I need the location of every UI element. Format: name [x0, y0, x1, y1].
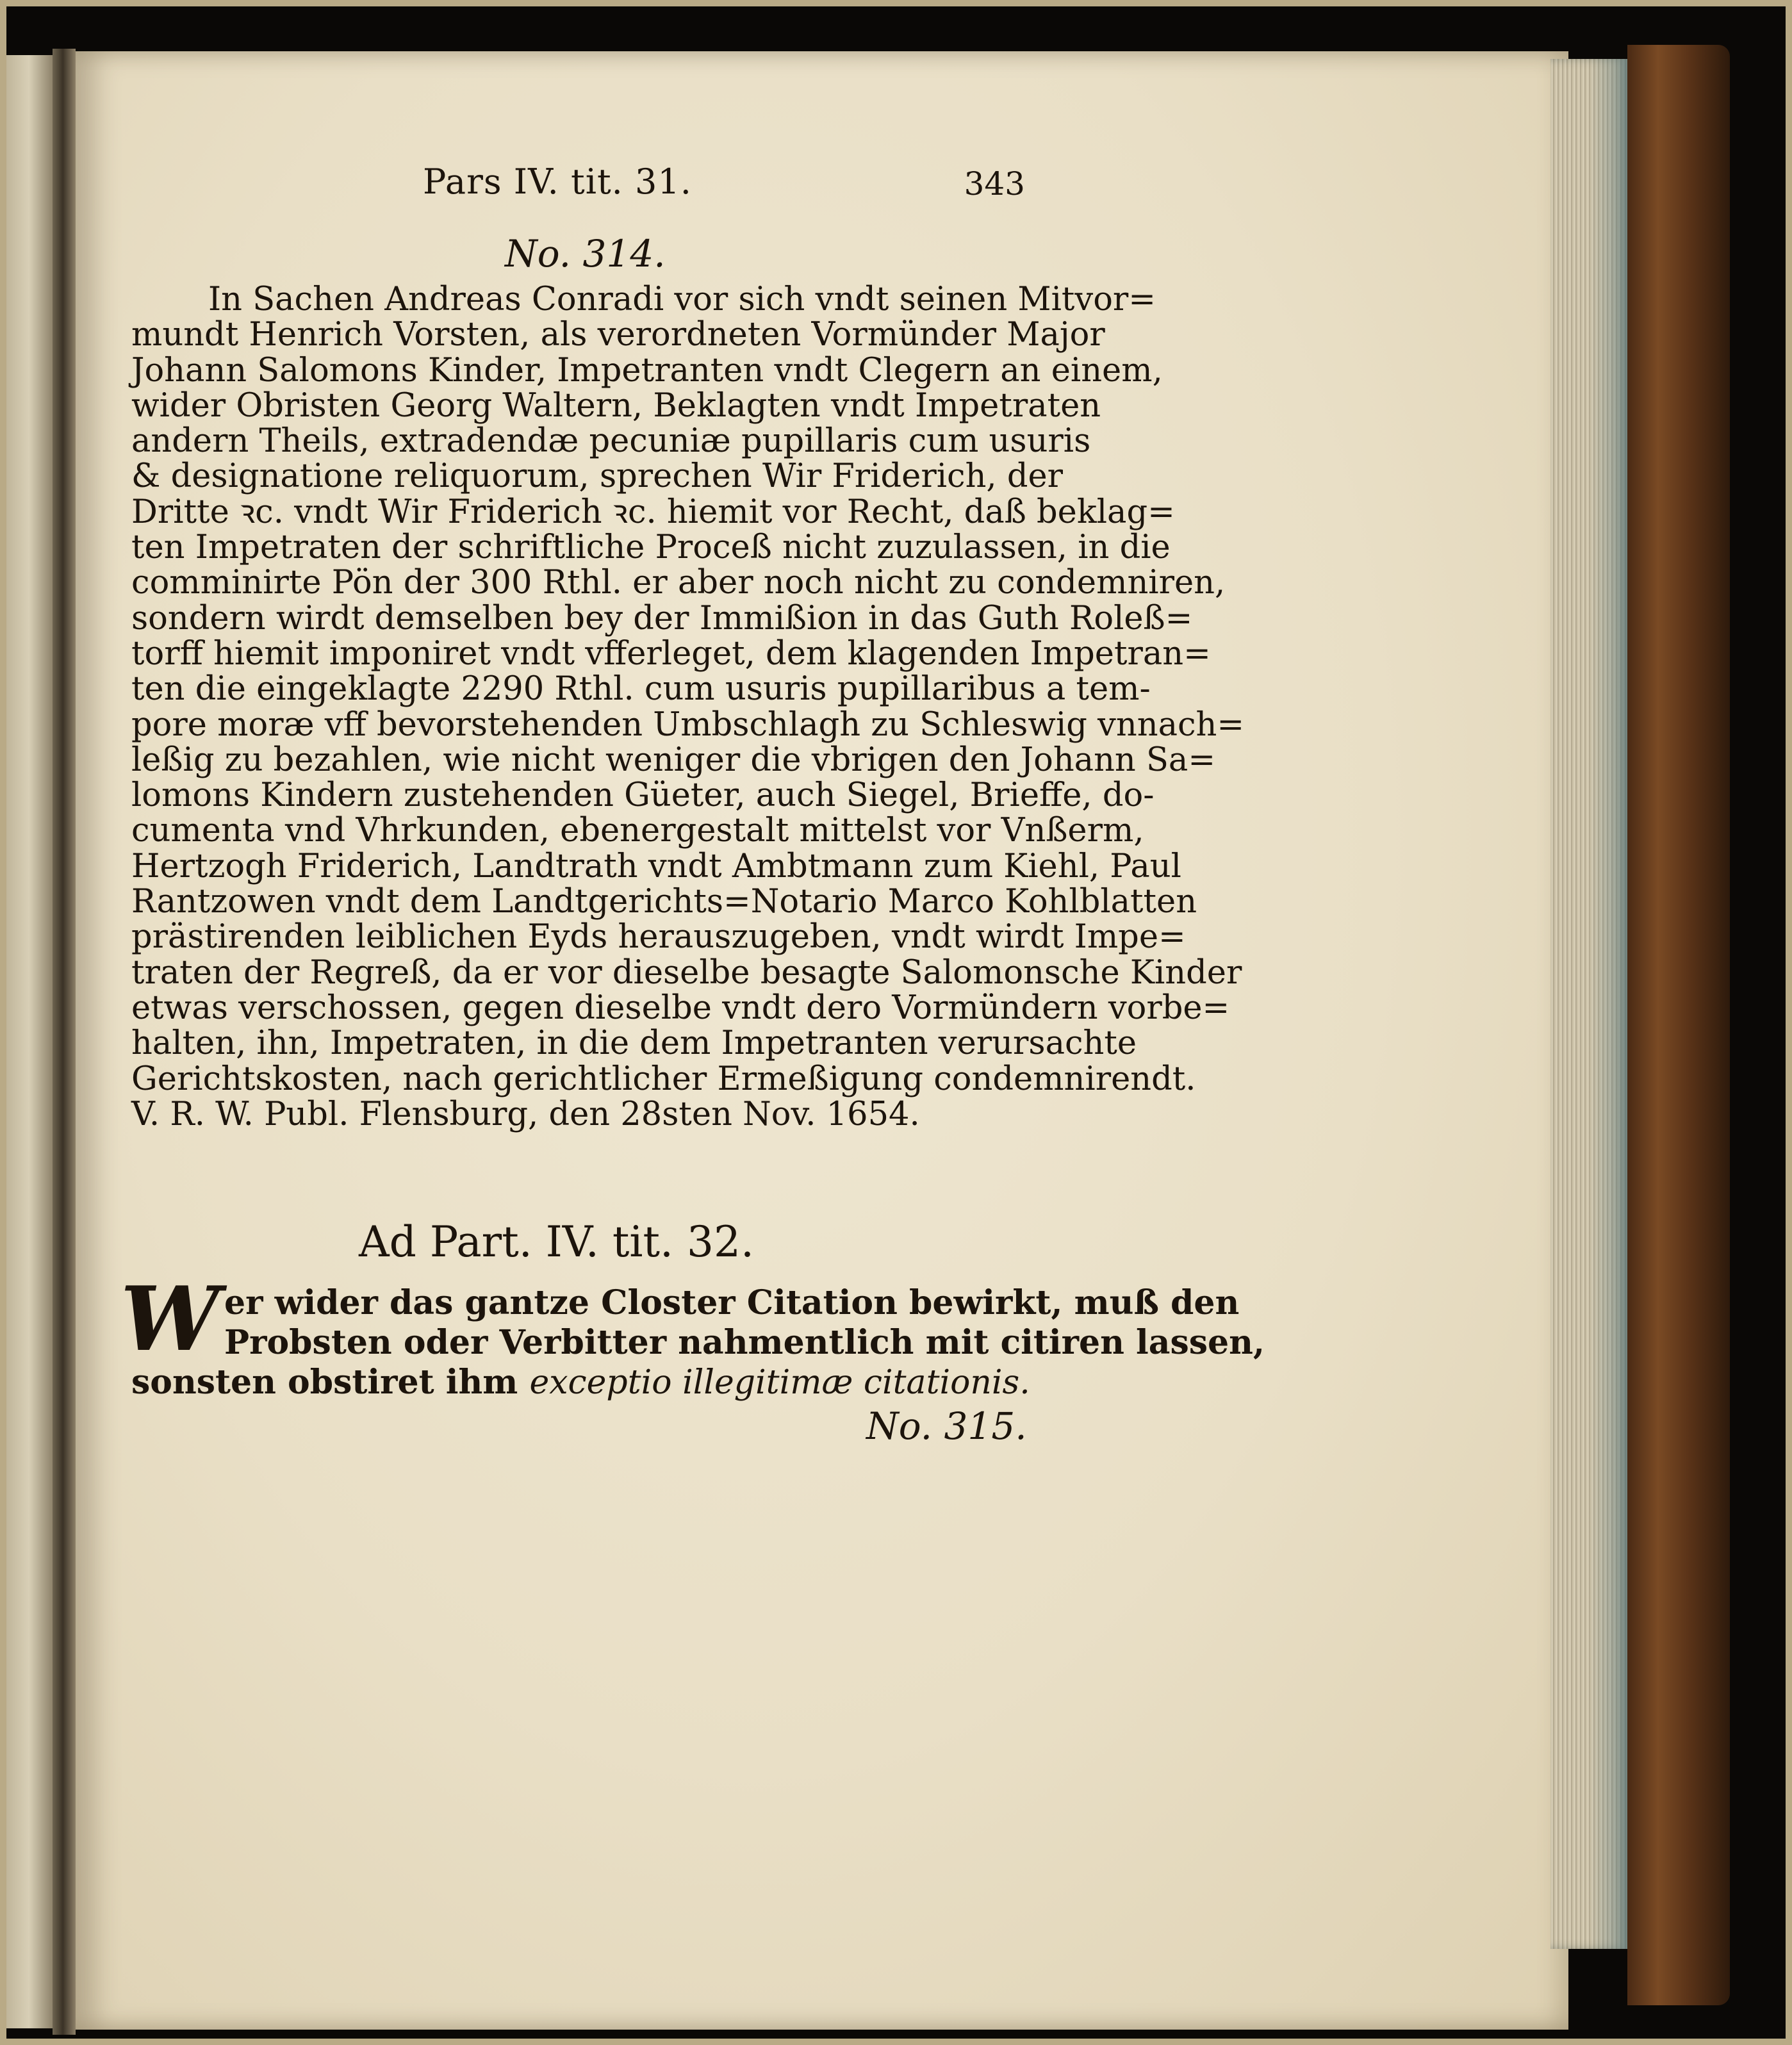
text-line: leßig zu bezahlen, wie nicht weniger die vbrigen den Johann Sa=: [131, 741, 1216, 779]
running-head: [423, 161, 1038, 206]
text-line: Johann Salomons Kinder, Impetranten vndt Clegern an einem,: [131, 351, 1163, 390]
text-line: etwas verschossen, gegen dieselbe vndt dero Vormündern vorbe=: [131, 989, 1230, 1027]
text-line: andern Theils, extradendæ pecuniæ pupillaris cum usuris: [131, 422, 1091, 461]
scan-frame-left: [0, 0, 6, 2045]
section-heading: Ad Part. IV. tit. 32.: [359, 1217, 754, 1267]
book-cover-edge: [1627, 45, 1730, 2005]
scan-frame-top: [0, 0, 1792, 6]
text-line: mundt Henrich Vorsten, als verordneten Vormünder Major: [131, 316, 1105, 354]
text-line: er wider das gantze Closter Citation bewirkt, muß den: [224, 1283, 1240, 1322]
book-gutter: [53, 49, 76, 2035]
entry-number: No. 315.: [866, 1404, 1027, 1448]
entry-body: [131, 281, 1245, 1133]
text-line: Rantzowen vndt dem Landtgerichts=Notario Marco Kohlblatten: [131, 883, 1197, 921]
text-line: lomons Kindern zustehenden Güeter, auch Siegel, Brieffe, do-: [131, 776, 1155, 815]
scan-frame-right: [1786, 0, 1792, 2045]
text-line: cumenta vnd Vhrkunden, ebenergestalt mittelst vor Vnßerm,: [131, 812, 1144, 850]
latin-phrase: exceptio illegitimæ citationis.: [529, 1363, 1030, 1402]
text-line: traten der Regreß, da er vor dieselbe besagte Salomonsche Kinder: [131, 953, 1242, 992]
entry-number: No. 314.: [505, 232, 666, 275]
section-body: [131, 1283, 1265, 1402]
text-segment: sonsten obstiret ihm: [131, 1363, 530, 1402]
scan-frame-bottom: [0, 2039, 1792, 2045]
drop-cap: W: [120, 1267, 220, 1371]
page-number: 343: [964, 165, 1025, 202]
text-line: wider Obristen Georg Waltern, Beklagten vndt Impetraten: [131, 386, 1101, 425]
text-line: ten Impetraten der schriftliche Proceß nicht zuzulassen, in die: [131, 529, 1171, 567]
text-line: Gerichtskosten, nach gerichtlicher Ermeßigung condemnirendt.: [131, 1060, 1196, 1098]
text-line: sondern wirdt demselben bey der Immißion in das Guth Roleß=: [131, 599, 1193, 637]
text-line: prästirenden leiblichen Eyds herauszugeben, vndt wirdt Impe=: [131, 918, 1186, 957]
text-line: ten die eingeklagte 2290 Rthl. cum usuris pupillaribus a tem-: [131, 670, 1151, 709]
facing-page-edge: [0, 55, 53, 2028]
text-line: pore moræ vff bevorstehenden Umbschlagh zu Schleswig vnnach=: [131, 705, 1245, 744]
text-line: & designatione reliquorum, sprechen Wir Friderich, der: [131, 457, 1064, 496]
text-line: Dritte ꝛc. vndt Wir Friderich ꝛc. hiemit vor Recht, daß beklag=: [131, 493, 1175, 531]
text-line: halten, ihn, Impetraten, in die dem Impetranten verursachte: [131, 1024, 1137, 1063]
page-edge-tint: [1589, 59, 1627, 1949]
text-line: torff hiemit imponiret vndt vfferleget, dem klagenden Impetran=: [131, 634, 1211, 673]
text-line: Probsten oder Verbitter nahmentlich mit citiren lassen,: [224, 1323, 1265, 1362]
text-line: comminirte Pön der 300 Rthl. er aber noch nicht zu condemniren,: [131, 564, 1226, 602]
text-line: V. R. W. Publ. Flensburg, den 28sten Nov. 1654.: [131, 1095, 920, 1133]
running-title: Pars IV. tit. 31.: [423, 161, 692, 202]
text-line: In Sachen Andreas Conradi vor sich vndt seinen Mitvor=: [208, 281, 1156, 318]
text-line: [131, 1363, 1030, 1402]
text-line: Hertzogh Friderich, Landtrath vndt Ambtmann zum Kiehl, Paul: [131, 847, 1181, 885]
